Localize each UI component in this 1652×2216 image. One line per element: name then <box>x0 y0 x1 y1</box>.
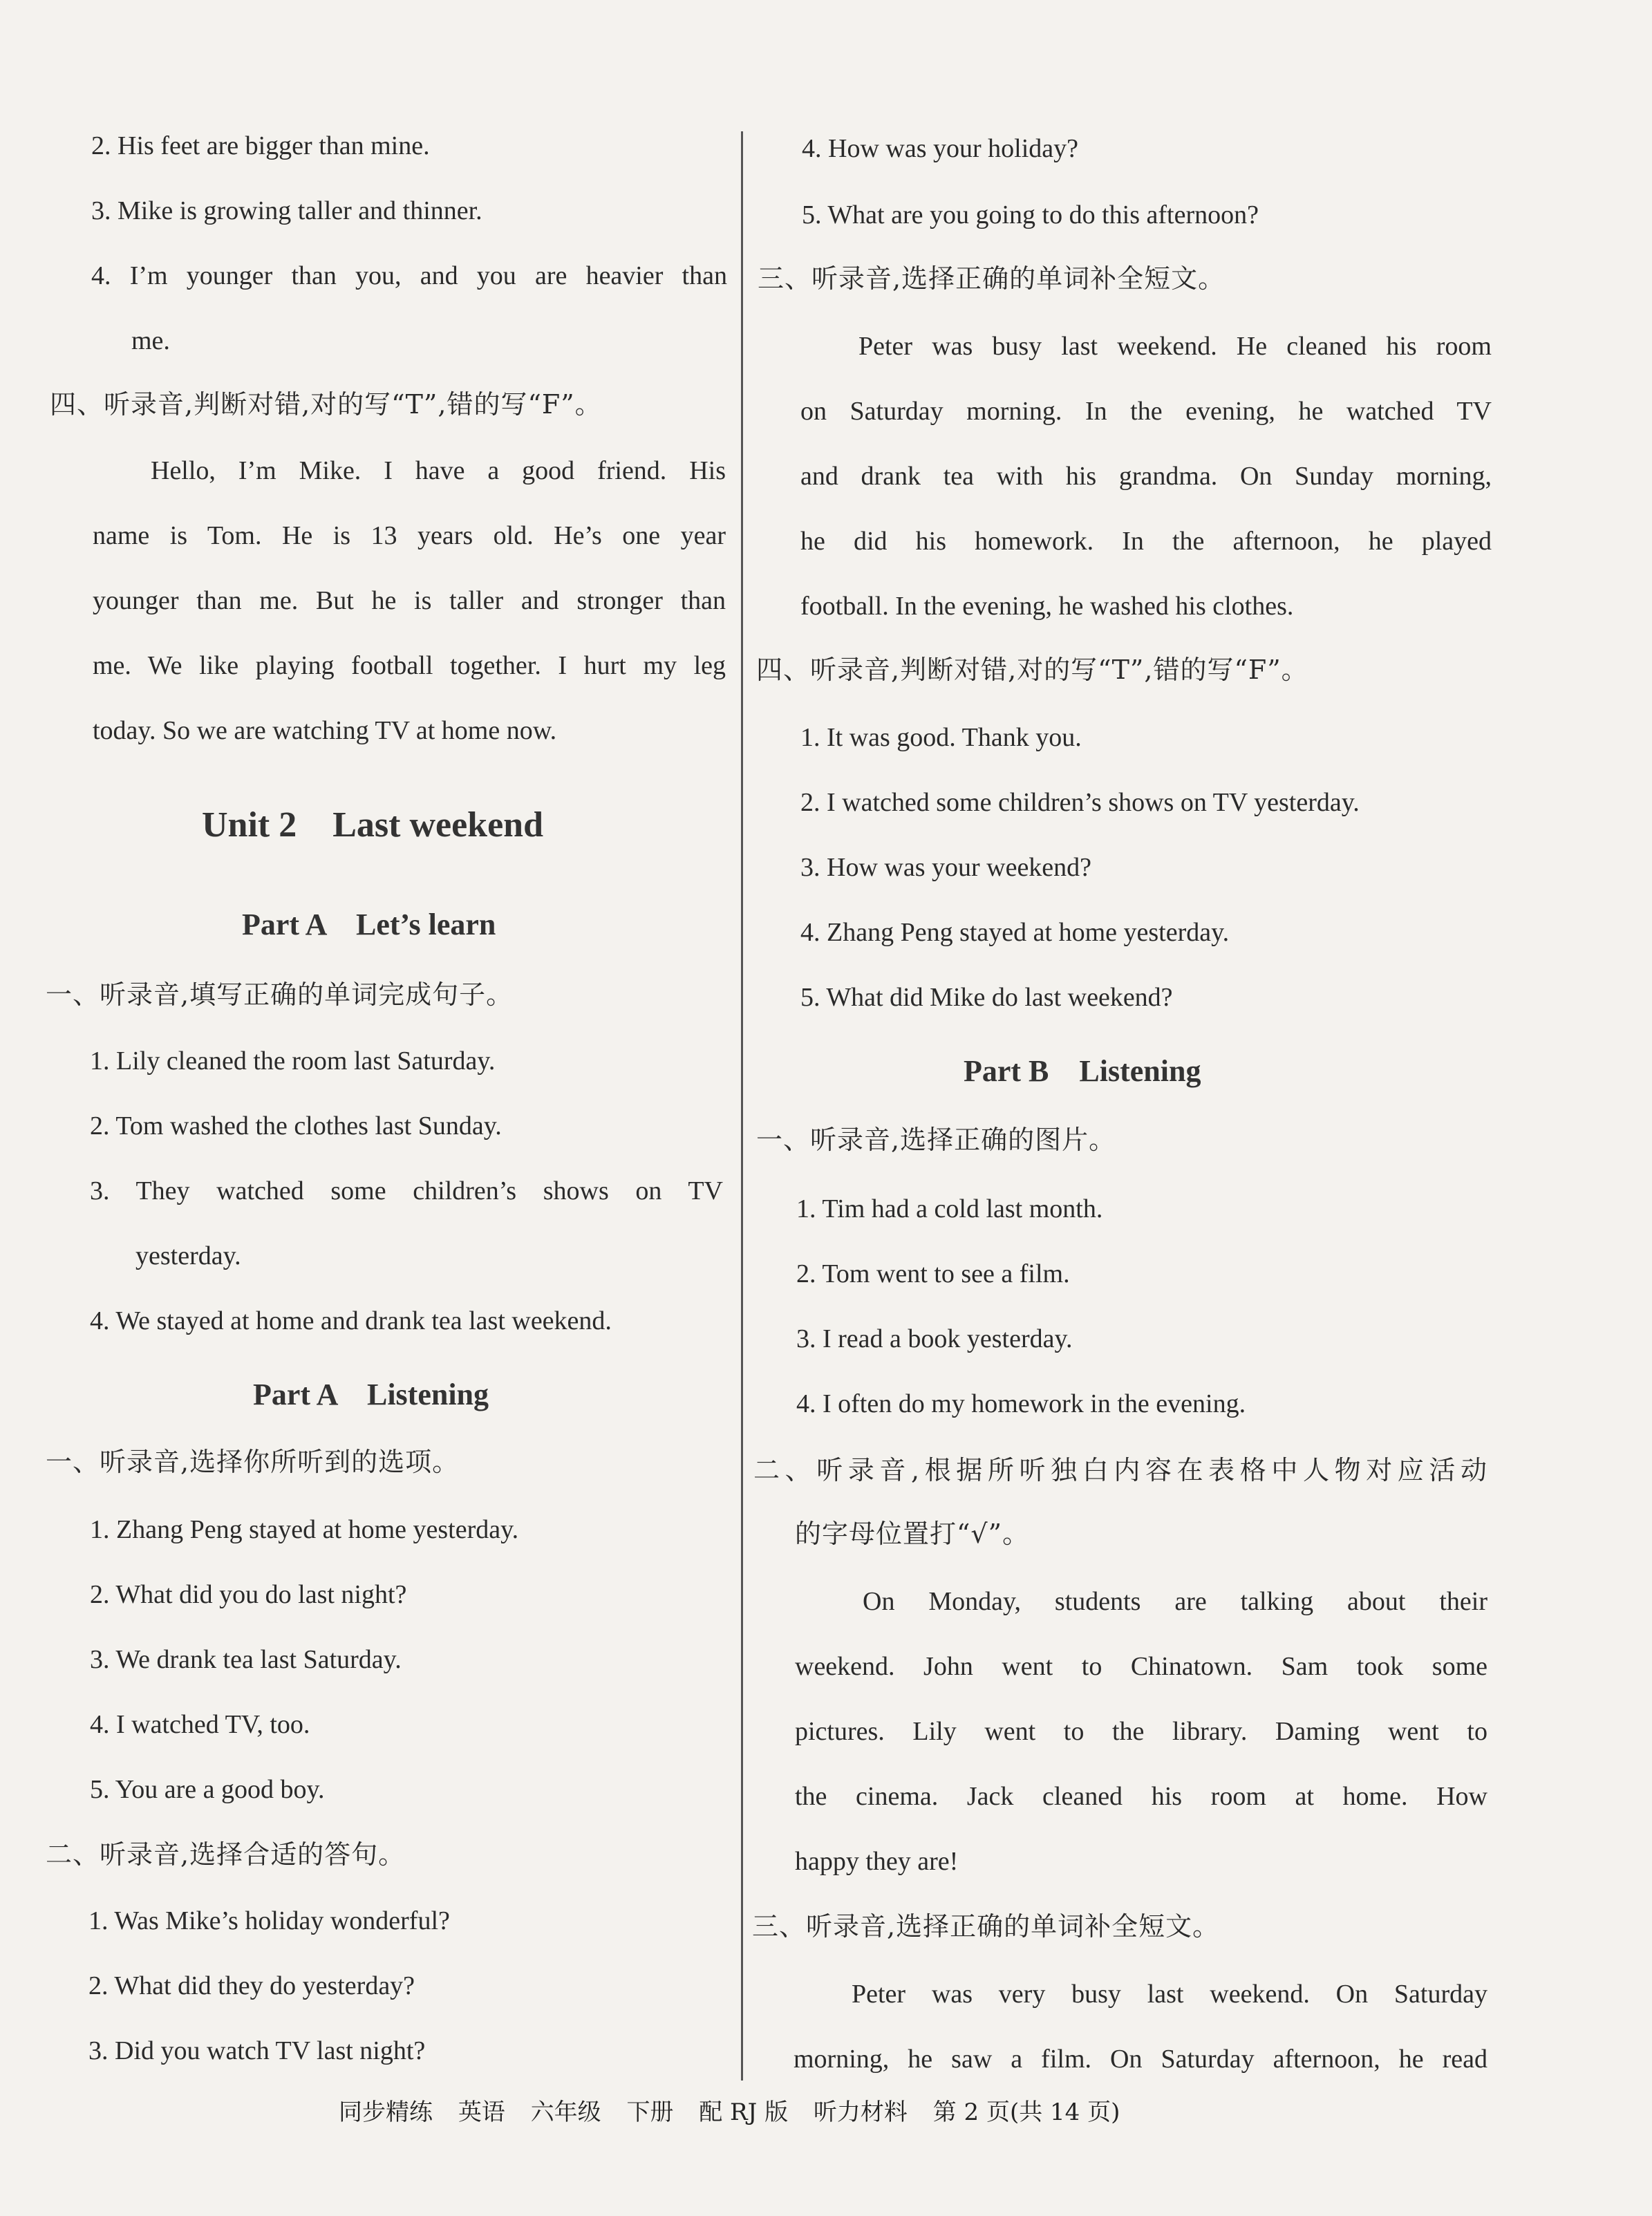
passage-line: he did his homework. In the afternoon, he played <box>800 527 1492 556</box>
text-line: 4. I’m younger than you, and you are heavier than <box>91 261 727 290</box>
section-heading: 四、听录音,判断对错,对的写“T”,错的写“F”。 <box>50 389 602 420</box>
section-heading: 二、听录音,选择合适的答句。 <box>46 1839 406 1870</box>
section-heading: 二、听录音,根据所听独白内容在表格中人物对应活动 <box>753 1455 1487 1485</box>
text-line: me. <box>131 326 170 355</box>
text-line: 2. I watched some children’s shows on TV yesterday. <box>800 788 1360 817</box>
part-heading: Part B Listening <box>964 1054 1201 1088</box>
text-line: 3. Mike is growing taller and thinner. <box>91 196 482 225</box>
passage-line: happy they are! <box>795 1847 959 1876</box>
text-line: 4. I watched TV, too. <box>90 1710 310 1739</box>
section-heading: 一、听录音,选择正确的图片。 <box>756 1125 1116 1155</box>
text-line: 4. How was your holiday? <box>802 134 1078 163</box>
text-line: 1. Was Mike’s holiday wonderful? <box>88 1906 450 1935</box>
text-line: 1. Lily cleaned the room last Saturday. <box>90 1046 496 1076</box>
footer-subject: 英语 <box>458 2098 505 2126</box>
text-line: 1. Tim had a cold last month. <box>796 1194 1103 1223</box>
passage-line: name is Tom. He is 13 years old. He’s one year <box>93 521 726 550</box>
passage-line: morning, he saw a film. On Saturday afternoon, he read <box>794 2045 1487 2074</box>
text-line: 2. What did they do yesterday? <box>88 1971 415 2000</box>
passage-line: Peter was very busy last weekend. On Saturday <box>852 1980 1487 2009</box>
text-line: 5. You are a good boy. <box>90 1775 325 1804</box>
text-line: 2. What did you do last night? <box>90 1580 407 1609</box>
text-line: 2. Tom washed the clothes last Sunday. <box>90 1111 502 1140</box>
passage-line: football. In the evening, he washed his clothes. <box>800 592 1294 621</box>
section-heading: 一、听录音,选择你所听到的选项。 <box>46 1447 460 1477</box>
text-line: 2. Tom went to see a film. <box>796 1259 1070 1288</box>
text-line: 2. His feet are bigger than mine. <box>91 131 430 160</box>
text-line: 5. What are you going to do this afternoon? <box>802 200 1259 229</box>
passage-line: today. So we are watching TV at home now. <box>93 716 557 745</box>
page-footer <box>339 2093 1154 2127</box>
passage-line: pictures. Lily went to the library. Daming went to <box>795 1717 1487 1746</box>
text-line: 3. We drank tea last Saturday. <box>90 1645 402 1674</box>
passage-line: On Monday, students are talking about their <box>863 1587 1487 1616</box>
passage-line: Hello, I’m Mike. I have a good friend. His <box>151 456 726 485</box>
text-line: 3. How was your weekend? <box>800 853 1092 882</box>
text-line: 1. It was good. Thank you. <box>800 723 1082 752</box>
section-heading: 三、听录音,选择正确的单词补全短文。 <box>758 263 1226 294</box>
passage-line: younger than me. But he is taller and stronger than <box>93 586 726 615</box>
footer-page-number: 第 2 页(共 14 页) <box>932 2098 1120 2126</box>
column-divider <box>741 131 743 2081</box>
footer-book: 同步精练 <box>339 2098 433 2126</box>
text-line: 4. Zhang Peng stayed at home yesterday. <box>800 918 1230 947</box>
part-heading: Part A Listening <box>253 1378 489 1411</box>
section-heading: 三、听录音,选择正确的单词补全短文。 <box>752 1911 1220 1942</box>
section-heading: 的字母位置打“√”。 <box>795 1519 1030 1549</box>
text-line: 3. I read a book yesterday. <box>796 1324 1073 1353</box>
footer-material: 听力材料 <box>813 2098 908 2126</box>
text-line: 4. We stayed at home and drank tea last weekend. <box>90 1306 612 1335</box>
text-line: 3. Did you watch TV last night? <box>88 2036 426 2065</box>
passage-line: and drank tea with his grandma. On Sunday morning, <box>800 462 1492 491</box>
passage-line: the cinema. Jack cleaned his room at home. How <box>795 1782 1487 1811</box>
text-line: yesterday. <box>135 1241 241 1270</box>
footer-grade: 六年级 <box>530 2098 601 2126</box>
footer-volume: 下册 <box>626 2098 674 2126</box>
footer-edition: 配 RJ 版 <box>699 2098 789 2126</box>
passage-line: on Saturday morning. In the evening, he watched TV <box>800 397 1492 426</box>
section-heading: 一、听录音,填写正确的单词完成句子。 <box>46 979 514 1010</box>
passage-line: me. We like playing football together. I hurt my leg <box>93 651 726 680</box>
text-line: 4. I often do my homework in the evening. <box>796 1389 1246 1418</box>
text-line: 3. They watched some children’s shows on TV <box>90 1176 723 1205</box>
section-heading: 四、听录音,判断对错,对的写“T”,错的写“F”。 <box>756 655 1308 685</box>
part-heading: Part A Let’s learn <box>242 908 496 941</box>
passage-line: weekend. John went to Chinatown. Sam took some <box>795 1652 1487 1681</box>
text-line: 1. Zhang Peng stayed at home yesterday. <box>90 1515 519 1544</box>
passage-line: Peter was busy last weekend. He cleaned his room <box>858 332 1492 361</box>
unit-title: Unit 2 Last weekend <box>202 805 544 845</box>
text-line: 5. What did Mike do last weekend? <box>800 983 1173 1012</box>
